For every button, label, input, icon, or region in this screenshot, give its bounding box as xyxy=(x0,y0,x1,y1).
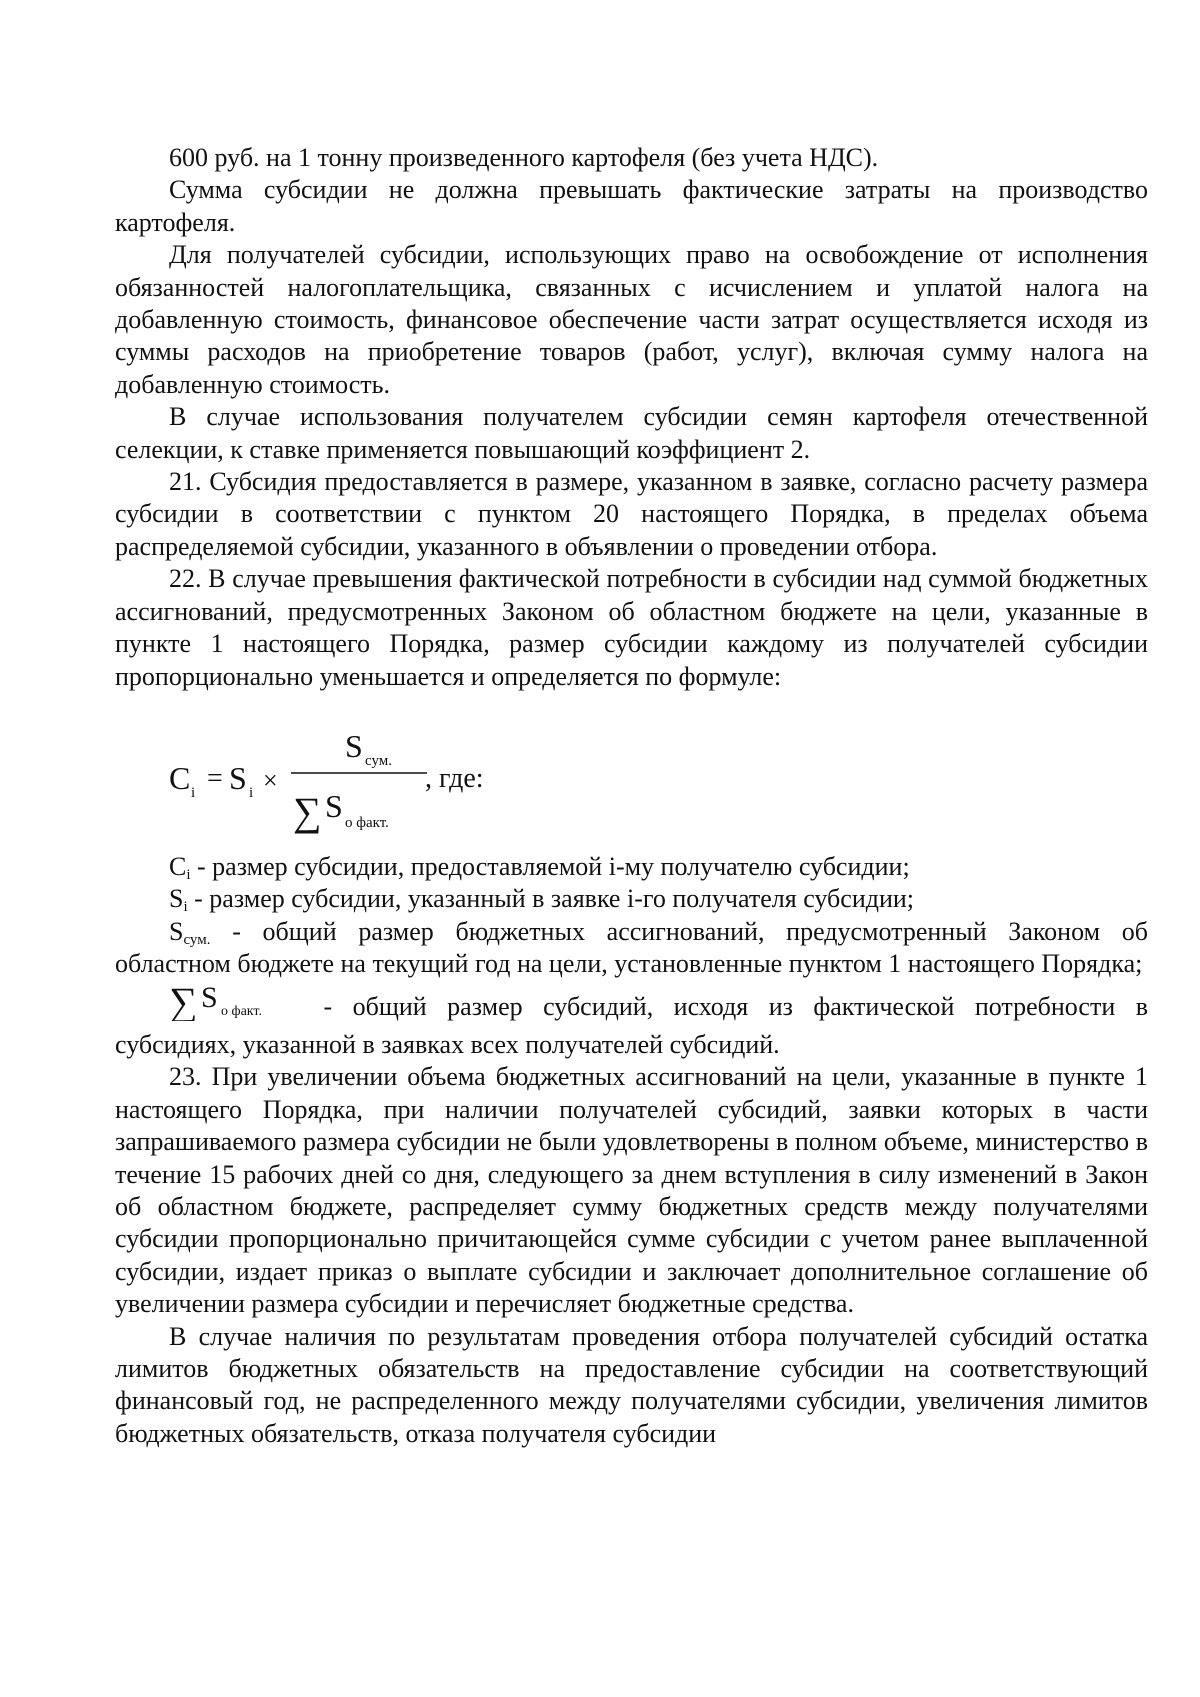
formula-den-sub: о факт. xyxy=(345,814,389,831)
formula-den-s: S xyxy=(325,787,343,824)
definition-ci: $C_i$ - размер субсидии, предоставляемой i-му получателю субсидии; xyxy=(169,851,910,883)
svg-text:о факт.: о факт. xyxy=(221,1003,262,1019)
paragraph-coefficient: В случае использования получателем субсидии семян картофеля отечественной селекции, к ставке применяется повышающий коэффициент 2. xyxy=(115,402,1148,464)
definition-si: $S_i$ - размер субсидии, указанный в заявке i-го получателя субсидии; xyxy=(169,884,915,916)
formula-s: S xyxy=(229,759,247,796)
paragraph-vat: Для получателей субсидии, использующих право на освобождение от исполнения обязанностей налогоплательщика, связанных с исчислением и уплатой налога на добавленную стоимость, финансовое обеспечение части затрат осуществляется исходя из суммы расходов на приобретение товаров (работ, услуг), включая сумму налога на добавленную стоимость. xyxy=(115,240,1148,399)
definition-ssum: $S_{сум.}$ - общий размер бюджетных ассигнований, предусмотренный Законом об областном бюджете на текущий год на цели, установленные пунктом 1 настоящего Порядка; xyxy=(115,916,1148,979)
paragraph-remainder: В случае наличия по результатам проведения отбора получателей субсидий остатка лимитов бюджетных обязательств на предоставление субсидии на соответствующий финансовый год, не распределенного между получателями субсидии, увеличения лимитов бюджетных обязательств, отказа получателя субсидии xyxy=(115,1321,1148,1448)
svg-text:S: S xyxy=(201,980,218,1014)
formula xyxy=(115,709,1148,841)
document-page xyxy=(115,142,1148,1450)
formula-sigma: ∑ xyxy=(293,788,322,834)
paragraph-23: 23. При увеличении объема бюджетных ассигнований на цели, указанные в пункте 1 настоящего Порядка, при наличии получателей субсидий, заявки которых в части запрашиваемого размера субсидии не были удовлетворены в полном объеме, министерство в течение 15 рабочих дней со дня, следующего за днем вступления в силу изменений в Закон об областном бюджете, распределяет сумму бюджетных средств между получателями субсидии пропорционально причитающейся сумме субсидии с учетом ранее выплаченной субсидии, издает приказ о выплате субсидии и заключает дополнительное соглашение об увеличении размера субсидии и перечисляет бюджетные средства. xyxy=(115,1062,1148,1319)
paragraph-limit: Сумма субсидии не должна превышать фактические затраты на производство картофеля. xyxy=(115,175,1148,237)
formula-svg xyxy=(165,709,585,841)
svg-text:∑: ∑ xyxy=(169,980,198,1021)
formula-c-sub: i xyxy=(191,784,196,801)
paragraph-21: 21. Субсидия предоставляется в размере, указанном в заявке, согласно расчету размера субсидии в соответствии с пунктом 20 настоящего Порядка, в пределах объема распределяемой субсидии, указанного в объявлении о проведении отбора. xyxy=(115,467,1148,561)
paragraph-22: 22. В случае превышения фактической потребности в субсидии над суммой бюджетных ассигнований, предусмотренных Законом об областном бюджете на цели, указанные в пункте 1 настоящего Порядка, размер субсидии каждому из получателей субсидии пропорционально уменьшается и определяется по формуле: xyxy=(115,564,1148,691)
definition-sfact: ∑ S о факт. - общий размер субсидий, исходя из фактической потребности в субсидиях, указанной в заявках всех получателей субсидий. xyxy=(115,980,1148,1059)
formula-eq: = xyxy=(207,762,223,794)
formula-s-sub: i xyxy=(249,784,254,801)
formula-tail: , где: xyxy=(425,762,484,794)
formula-num-sub: сум. xyxy=(365,752,393,769)
paragraph-rate: 600 руб. на 1 тонну произведенного картофеля (без учета НДС). xyxy=(169,143,879,172)
formula-num-s: S xyxy=(345,727,363,764)
sum-symbol xyxy=(169,981,293,1029)
formula-times: × xyxy=(263,765,278,795)
formula-c: C xyxy=(169,759,191,796)
